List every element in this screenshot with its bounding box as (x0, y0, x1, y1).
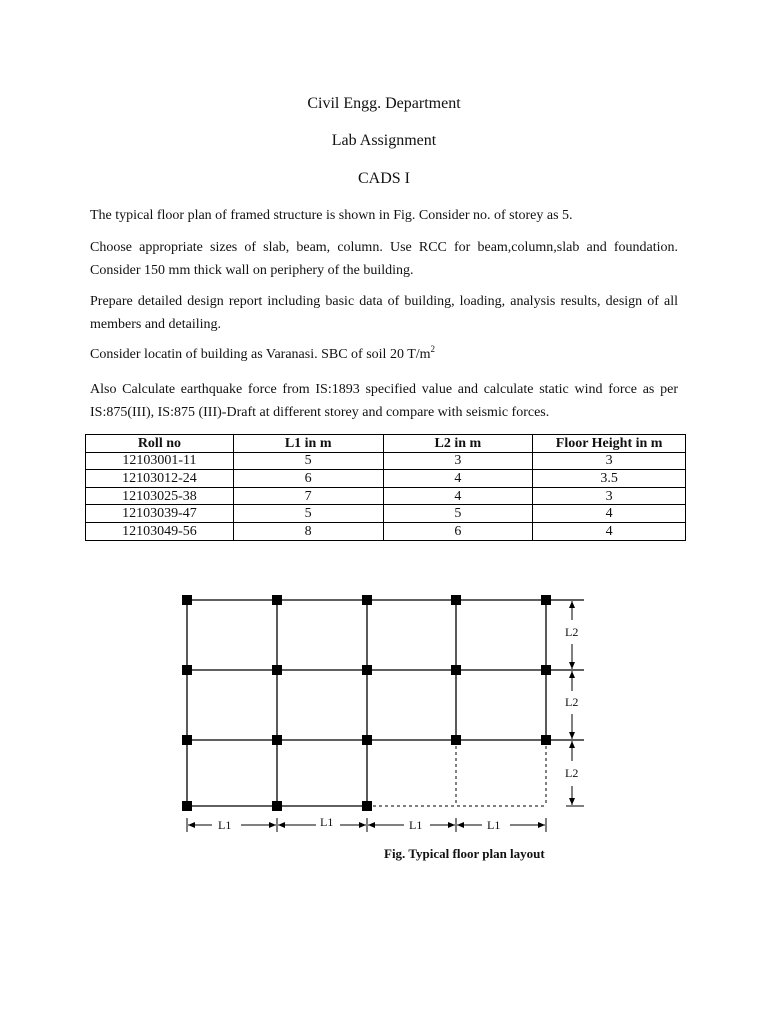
column-square (451, 595, 461, 605)
paragraph-storey: The typical floor plan of framed structure is shown in Fig. Consider no. of storey as 5. (90, 208, 573, 223)
column-square (272, 595, 282, 605)
column-square (272, 665, 282, 675)
header-roll-no: Roll no (86, 435, 234, 453)
column-square (362, 801, 372, 811)
cell-floor-height: 4 (533, 522, 686, 540)
assignment-title: Lab Assignment (331, 132, 437, 149)
column-square (541, 735, 551, 745)
column-square (451, 665, 461, 675)
column-square (541, 595, 551, 605)
l2-label: L2 (565, 695, 579, 709)
cell-roll-no: 12103001-11 (86, 452, 234, 470)
cell-l1: 7 (233, 487, 383, 505)
l1-label: L1 (409, 818, 423, 832)
beam-grid (187, 600, 584, 806)
column-square (362, 665, 372, 675)
column-square (182, 595, 192, 605)
l1-label: L1 (218, 818, 232, 832)
cell-l1: 8 (233, 522, 383, 540)
cell-l1: 6 (233, 470, 383, 488)
open-bay-outline (367, 740, 546, 806)
cell-floor-height: 3 (533, 452, 686, 470)
location-text: Consider locatin of building as Varanasi. SBC of soil 20 T/m (90, 347, 431, 362)
cell-floor-height: 3.5 (533, 470, 686, 488)
column-square (541, 665, 551, 675)
l1-label: L1 (487, 818, 501, 832)
cell-l2: 6 (383, 522, 533, 540)
cell-roll-no: 12103039-47 (86, 505, 234, 523)
paragraph-member-sizes: Choose appropriate sizes of slab, beam, column. Use RCC for beam,column,slab and foundation. Consider 150 mm thick wall on periphery of the building. (90, 240, 678, 278)
paragraph-design-report: Prepare detailed design report including basic data of building, loading, analysis results, design of all members and detailing. (90, 294, 678, 332)
department-title: Civil Engg. Department (307, 95, 461, 112)
column-square (182, 801, 192, 811)
cell-l2: 3 (383, 452, 533, 470)
column-square (272, 735, 282, 745)
l2-label: L2 (565, 625, 579, 639)
header-l2: L2 in m (383, 435, 533, 453)
cell-l2: 5 (383, 505, 533, 523)
header-l1: L1 in m (233, 435, 383, 453)
cell-roll-no: 12103025-38 (86, 487, 234, 505)
cell-l1: 5 (233, 505, 383, 523)
column-square (182, 735, 192, 745)
cell-l1: 5 (233, 452, 383, 470)
location-superscript: 2 (430, 344, 436, 354)
cell-l2: 4 (383, 487, 533, 505)
cell-floor-height: 4 (533, 505, 686, 523)
l1-label: L1 (320, 815, 334, 829)
column-square (182, 665, 192, 675)
cell-floor-height: 3 (533, 487, 686, 505)
cell-roll-no: 12103012-24 (86, 470, 234, 488)
paragraph-seismic-wind: Also Calculate earthquake force from IS:1893 specified value and calculate static wind force as per IS:875(III), IS:875 (III)-Draft at different storey and compare with seismic forces. (90, 382, 678, 420)
course-title: CADS I (357, 170, 410, 187)
header-floor-height: Floor Height in m (533, 435, 686, 453)
column-square (451, 735, 461, 745)
figure-caption: Fig. Typical floor plan layout (384, 846, 545, 861)
cell-l2: 4 (383, 470, 533, 488)
column-square (362, 735, 372, 745)
l2-label: L2 (565, 766, 579, 780)
column-square (272, 801, 282, 811)
cell-roll-no: 12103049-56 (86, 522, 234, 540)
column-square (362, 595, 372, 605)
